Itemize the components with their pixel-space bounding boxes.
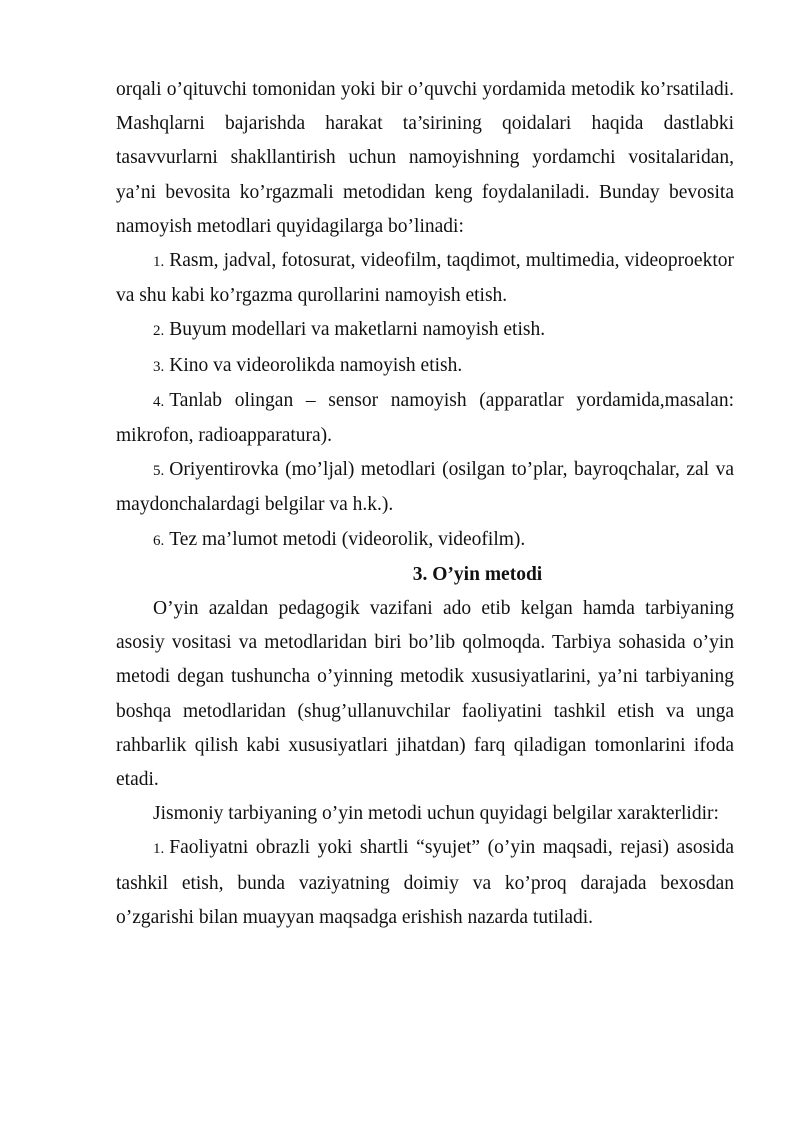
body-paragraph: O’yin azaldan pedagogik vazifani ado etib kelgan hamda tarbiyaning asosiy vositasi va metodlaridan biri bo’lib qolmoqda. Tarbiya sohasida o’yin metodi degan tushuncha o’yinning metodik xususiyatlarini, ya’ni tarbiyaning boshqa metodlaridan (shug’ullanuvchilar faoliyatini tashkil etish va unga rahbarlik qilish kabi xususiyatlari jihatdan) farq qiladigan tomonlarini ifoda etadi.: [116, 598, 734, 791]
list-text: Rasm, jadval, fotosurat, videofilm, taqdimot, multimedia, videoproektor va shu kabi ko’rgazma qurollarini namoyish etish.: [116, 250, 734, 307]
list-text: Buyum modellari va maketlarni namoyish etish.: [169, 319, 546, 341]
list-text: Kino va videorolikda namoyish etish.: [169, 354, 463, 376]
document-body: [116, 73, 734, 935]
list-item: [116, 349, 734, 384]
list-item: [116, 831, 734, 935]
list-item: [116, 384, 734, 453]
list-item: [116, 523, 734, 558]
body-paragraph: Jismoniy tarbiyaning o’yin metodi uchun quyidagi belgilar xarakterlidir:: [153, 803, 719, 825]
list-item: [116, 313, 734, 348]
list-text: Tanlab olingan – sensor namoyish (apparatlar yordamida,masalan: mikrofon, radioapparatura).: [116, 389, 734, 447]
list-number: 5.: [153, 463, 165, 480]
list-number: 2.: [153, 323, 165, 340]
list-item: [116, 453, 734, 522]
list-number: 1.: [153, 841, 165, 858]
list-text: Faoliyatni obrazli yoki shartli “syujet” (o’yin maqsadi, rejasi) asosida tashkil etish, bunda vaziyatning doimiy va ko’proq darajada bexosdan o’zgarishi bilan muayyan maqsadga erishish nazarda tutiladi.: [116, 837, 734, 928]
section-heading: 3. O’yin metodi: [412, 563, 543, 585]
intro-paragraph: orqali o’qituvchi tomonidan yoki bir o’quvchi yordamida metodik ko’rsatiladi. Mashqlarni bajarishda harakat ta’sirining qoidalari haqida dastlabki tasavvurlarni shakllantirish uchun namoyishning yordamchi vositalaridan, ya’ni bevosita ko’rgazmali metodidan keng foydalaniladi. Bunday bevosita namoyish metodlari quyidagilarga bo’linadi:: [116, 79, 734, 237]
list-item: [116, 244, 734, 313]
list-number: 6.: [153, 532, 165, 549]
list-number: 4.: [153, 393, 165, 410]
list-text: Tez ma’lumot metodi (videorolik, videofilm).: [169, 528, 526, 550]
list-text: Oriyentirovka (mo’ljal) metodlari (osilgan to’plar, bayroqchalar, zal va maydonchalardagi belgilar va h.k.).: [116, 459, 734, 516]
list-number: 3.: [153, 358, 165, 375]
list-number: 1.: [153, 254, 165, 271]
